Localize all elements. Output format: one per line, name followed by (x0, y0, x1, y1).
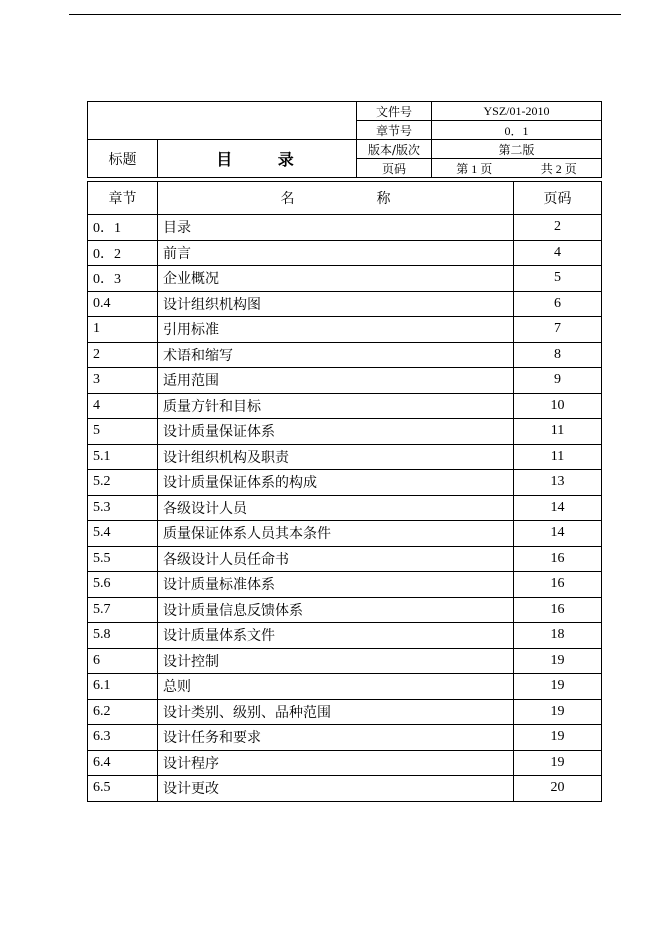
col-name-header (158, 182, 514, 215)
table-row (88, 215, 602, 241)
table-row (88, 495, 602, 521)
name-cell: 设计组织机构及职责 (158, 444, 514, 470)
page-cell: 19 (514, 648, 602, 674)
section-cell: 4 (88, 393, 158, 419)
section-cell: 5.6 (88, 572, 158, 598)
name-cell: 术语和缩写 (158, 342, 514, 368)
section-cell: 6 (88, 648, 158, 674)
table-row (88, 674, 602, 700)
name-cell: 适用范围 (158, 368, 514, 394)
page-cell: 19 (514, 750, 602, 776)
page-cell: 14 (514, 495, 602, 521)
section-cell: 0．1 (88, 215, 158, 241)
name-cell: 设计质量体系文件 (158, 623, 514, 649)
name-cell: 各级设计人员 (158, 495, 514, 521)
name-cell: 设计更改 (158, 776, 514, 802)
doc-no-value: YSZ/01-2010 (432, 102, 602, 121)
col-name-char-1: 名 (280, 191, 295, 207)
page-cell: 16 (514, 546, 602, 572)
section-cell: 2 (88, 342, 158, 368)
name-cell: 设计组织机构图 (158, 291, 514, 317)
page-cell: 13 (514, 470, 602, 496)
section-cell: 5 (88, 419, 158, 445)
chapter-label: 章节号 (357, 121, 432, 140)
col-section-header: 章节 (88, 182, 158, 215)
name-cell: 质量方针和目标 (158, 393, 514, 419)
table-row (88, 546, 602, 572)
table-row (88, 368, 602, 394)
section-cell: 0.4 (88, 291, 158, 317)
table-row (88, 623, 602, 649)
page-cell: 19 (514, 674, 602, 700)
table-row (88, 699, 602, 725)
doc-no-label: 文件号 (357, 102, 432, 121)
page-cell: 5 (514, 266, 602, 292)
page-cell: 11 (514, 444, 602, 470)
table-row (88, 444, 602, 470)
edition-label: 版本/版次 (357, 140, 432, 159)
table-row (88, 648, 602, 674)
section-cell: 1 (88, 317, 158, 343)
name-cell: 设计类别、级别、品种范围 (158, 699, 514, 725)
page-cell: 8 (514, 342, 602, 368)
page-cell: 9 (514, 368, 602, 394)
name-cell: 设计质量信息反馈体系 (158, 597, 514, 623)
page-cell: 6 (514, 291, 602, 317)
page-label: 页码 (357, 159, 432, 178)
table-row (88, 776, 602, 802)
page-cell: 18 (514, 623, 602, 649)
page-cell: 20 (514, 776, 602, 802)
section-cell: 6.4 (88, 750, 158, 776)
col-page-header: 页码 (514, 182, 602, 215)
page-cell: 19 (514, 725, 602, 751)
name-cell: 引用标准 (158, 317, 514, 343)
page-info (432, 159, 602, 178)
chapter-value: 0．1 (432, 121, 602, 140)
table-row (88, 317, 602, 343)
section-cell: 3 (88, 368, 158, 394)
top-rule (69, 14, 621, 15)
title-label: 标题 (88, 140, 158, 178)
table-row (88, 291, 602, 317)
table-row (88, 393, 602, 419)
name-cell: 设计质量保证体系的构成 (158, 470, 514, 496)
name-cell: 设计质量标准体系 (158, 572, 514, 598)
table-row (88, 240, 602, 266)
col-name-char-2: 称 (376, 191, 391, 207)
section-cell: 5.3 (88, 495, 158, 521)
name-cell: 设计控制 (158, 648, 514, 674)
section-cell: 0．3 (88, 266, 158, 292)
section-cell: 6.2 (88, 699, 158, 725)
section-cell: 5.2 (88, 470, 158, 496)
section-cell: 5.1 (88, 444, 158, 470)
page-current: 第 1 页 (456, 161, 493, 176)
name-cell: 设计任务和要求 (158, 725, 514, 751)
name-cell: 设计质量保证体系 (158, 419, 514, 445)
title-value: 目 录 (158, 140, 357, 178)
name-cell: 前言 (158, 240, 514, 266)
section-cell: 6.1 (88, 674, 158, 700)
section-cell: 5.7 (88, 597, 158, 623)
name-cell: 质量保证体系人员其本条件 (158, 521, 514, 547)
table-row (88, 521, 602, 547)
table-row (88, 342, 602, 368)
section-cell: 6.5 (88, 776, 158, 802)
table-row (88, 750, 602, 776)
table-row (88, 597, 602, 623)
name-cell: 企业概况 (158, 266, 514, 292)
section-cell: 6.3 (88, 725, 158, 751)
table-row (88, 572, 602, 598)
page-total: 共 2 页 (540, 161, 577, 176)
page-cell: 19 (514, 699, 602, 725)
name-cell: 总则 (158, 674, 514, 700)
page-cell: 16 (514, 572, 602, 598)
section-cell: 5.4 (88, 521, 158, 547)
header-blank-cell (88, 102, 357, 140)
section-cell: 5.8 (88, 623, 158, 649)
name-cell: 目录 (158, 215, 514, 241)
page-cell: 2 (514, 215, 602, 241)
page-cell: 16 (514, 597, 602, 623)
page-cell: 10 (514, 393, 602, 419)
contents-table (87, 181, 602, 802)
contents-header-row (88, 182, 602, 215)
section-cell: 5.5 (88, 546, 158, 572)
name-cell: 设计程序 (158, 750, 514, 776)
document-header-table (87, 101, 602, 178)
page-cell: 4 (514, 240, 602, 266)
table-row (88, 266, 602, 292)
page-cell: 14 (514, 521, 602, 547)
page-cell: 11 (514, 419, 602, 445)
name-cell: 各级设计人员任命书 (158, 546, 514, 572)
page-cell: 7 (514, 317, 602, 343)
table-row (88, 470, 602, 496)
section-cell: 0．2 (88, 240, 158, 266)
table-row (88, 419, 602, 445)
table-row (88, 725, 602, 751)
edition-value: 第二版 (432, 140, 602, 159)
